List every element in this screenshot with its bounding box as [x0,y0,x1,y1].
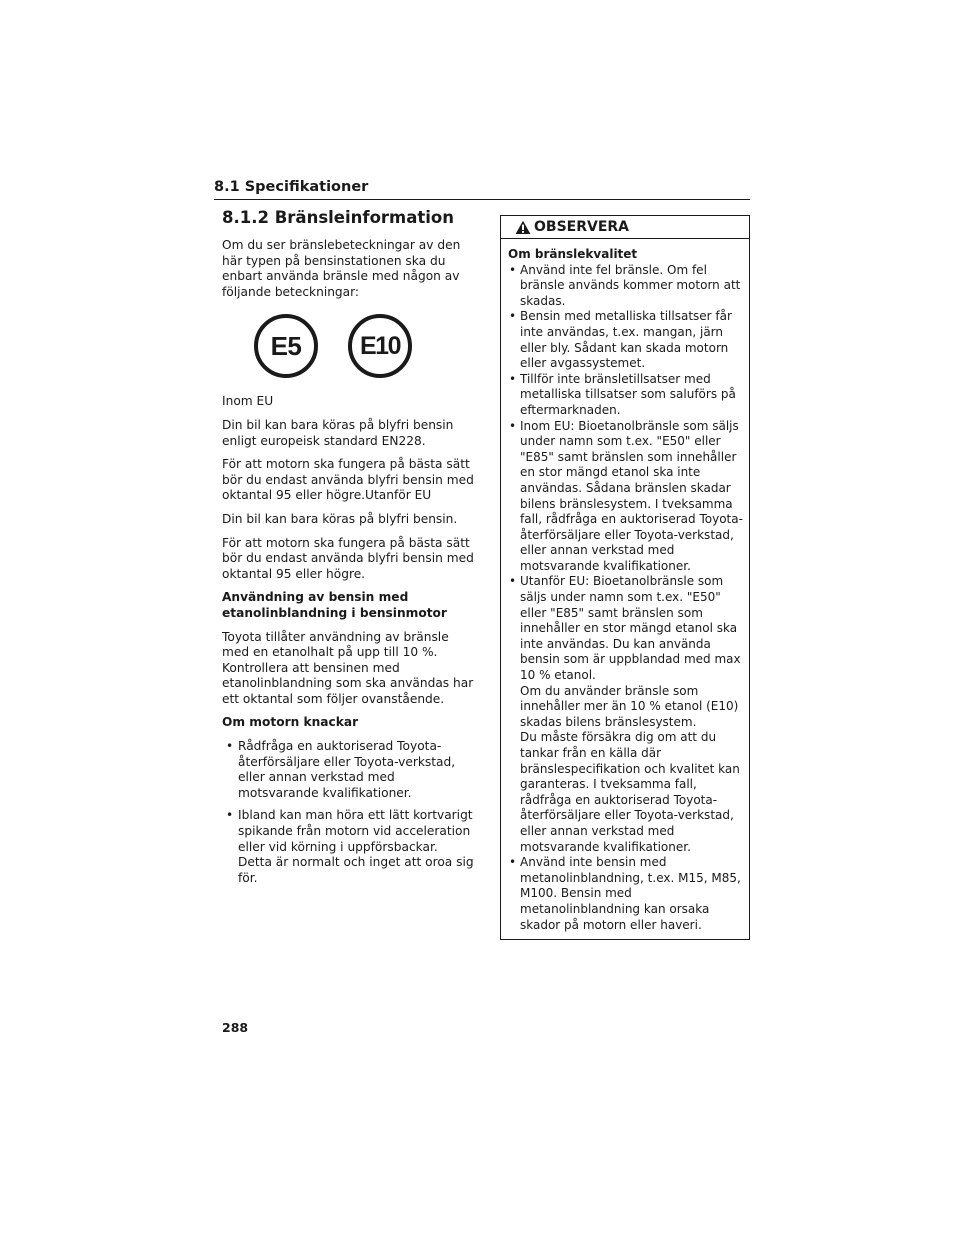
paragraph: Din bil kan bara köras på blyfri bensin. [222,511,458,526]
list-item: • Använd inte bensin med metanolinblandning, t.ex. M15, M85, M100. Bensin med metanolinblandning kan orsaka skador på motorn eller haveri. [508,855,743,933]
notice-header [501,216,749,239]
section-heading: 8.1.2 Bränsleinformation [222,208,454,227]
page-number: 288 [222,1020,249,1035]
knock-list [222,739,474,886]
inside-eu-label: Inom EU [222,394,274,409]
outside-eu-paragraph: Om du använder bränsle som innehåller mer än 10 % etanol (E10) skadas bilens bränslesystem. [520,683,739,729]
e5-fuel-sign: E5 [254,314,318,378]
section-header: 8.1 Specifikationer [214,178,750,200]
list-item: • Rådfråga en auktoriserad Toyota-återförsäljare eller Toyota-verkstad, eller annan verkstad med motsvarande kvalifikationer. [222,739,474,801]
outside-eu-paragraph: • Utanför EU: Bioetanolbränsle som säljs under namn som t.ex. "E50" eller "E85" samt bränslen som innehåller en stor mängd etanol ska inte användas. Du kan använda bensin som är uppblandad med max 10 % etanol. [520,574,741,683]
list-item: • Tillför inte bränsletillsatser med metalliska tillsatser som saluförs på eftermarknaden. [508,372,743,419]
notice-list [508,263,743,934]
outside-eu-paragraph: Du måste försäkra dig om att du tankar från en källa där bränslespecifikation och kvalitet kan garanteras. I tveksamma fall, rådfråga en auktoriserad Toyota-återförsäljare eller Toyota-verkstad, eller annan verkstad med motsvarande kvalifikationer. [520,730,740,854]
intro-paragraph: Om du ser bränslebeteckningar av den här typen på bensinstationen ska du enbart använda bränsle med någon av följande beteckningar: [222,238,461,299]
ethanol-heading: Användning av bensin med etanolinblandning i bensinmotor [222,590,447,620]
ethanol-paragraph: Toyota tillåter användning av bränsle med en etanolhalt på upp till 10 %. Kontrollera att bensinen med etanolinblandning som ska användas har ett oktantal som följer ovanstående. [222,629,474,706]
list-item [508,574,743,855]
notice-box [500,215,750,940]
knock-heading: Om motorn knackar [222,715,359,730]
paragraph: För att motorn ska fungera på bästa sätt bör du endast använda blyfri bensin med oktantal 95 eller högre. [222,535,474,581]
fuel-signs [222,314,474,378]
paragraph: Din bil kan bara köras på blyfri bensin enligt europeisk standard EN228. [222,417,454,448]
list-item: • Ibland kan man höra ett lätt kortvarigt spikande från motorn vid acceleration eller vid körning i uppförsbackar. Detta är normalt och inget att oroa sig för. [222,808,474,886]
notice-body [501,239,749,939]
notice-title: OBSERVERA [534,219,630,235]
paragraph: För att motorn ska fungera på bästa sätt bör du endast använda blyfri bensin med oktantal 95 eller högre.Utanför EU [222,457,474,503]
list-item: • Använd inte fel bränsle. Om fel bränsle används kommer motorn att skadas. [508,263,743,310]
notice-subheading: Om bränslekvalitet [508,247,638,261]
list-item: • Bensin med metalliska tillsatser får inte användas, t.ex. mangan, järn eller bly. Sådant kan skada motorn eller avgassystemet. [508,309,743,371]
list-item: • Inom EU: Bioetanolbränsle som säljs under namn som t.ex. "E50" eller "E85" samt bränslen som innehåller en stor mängd etanol ska inte användas. Sådana bränslen skadar bilens bränslesystem. I tveksamma fall, rådfråga en auktoriserad Toyota-återförsäljare eller Toyota-verkstad, eller annan verkstad med motsvarande kvalifikationer. [508,419,743,575]
warning-icon [515,220,531,235]
left-column [222,208,474,893]
e10-fuel-sign: E10 [348,314,412,378]
